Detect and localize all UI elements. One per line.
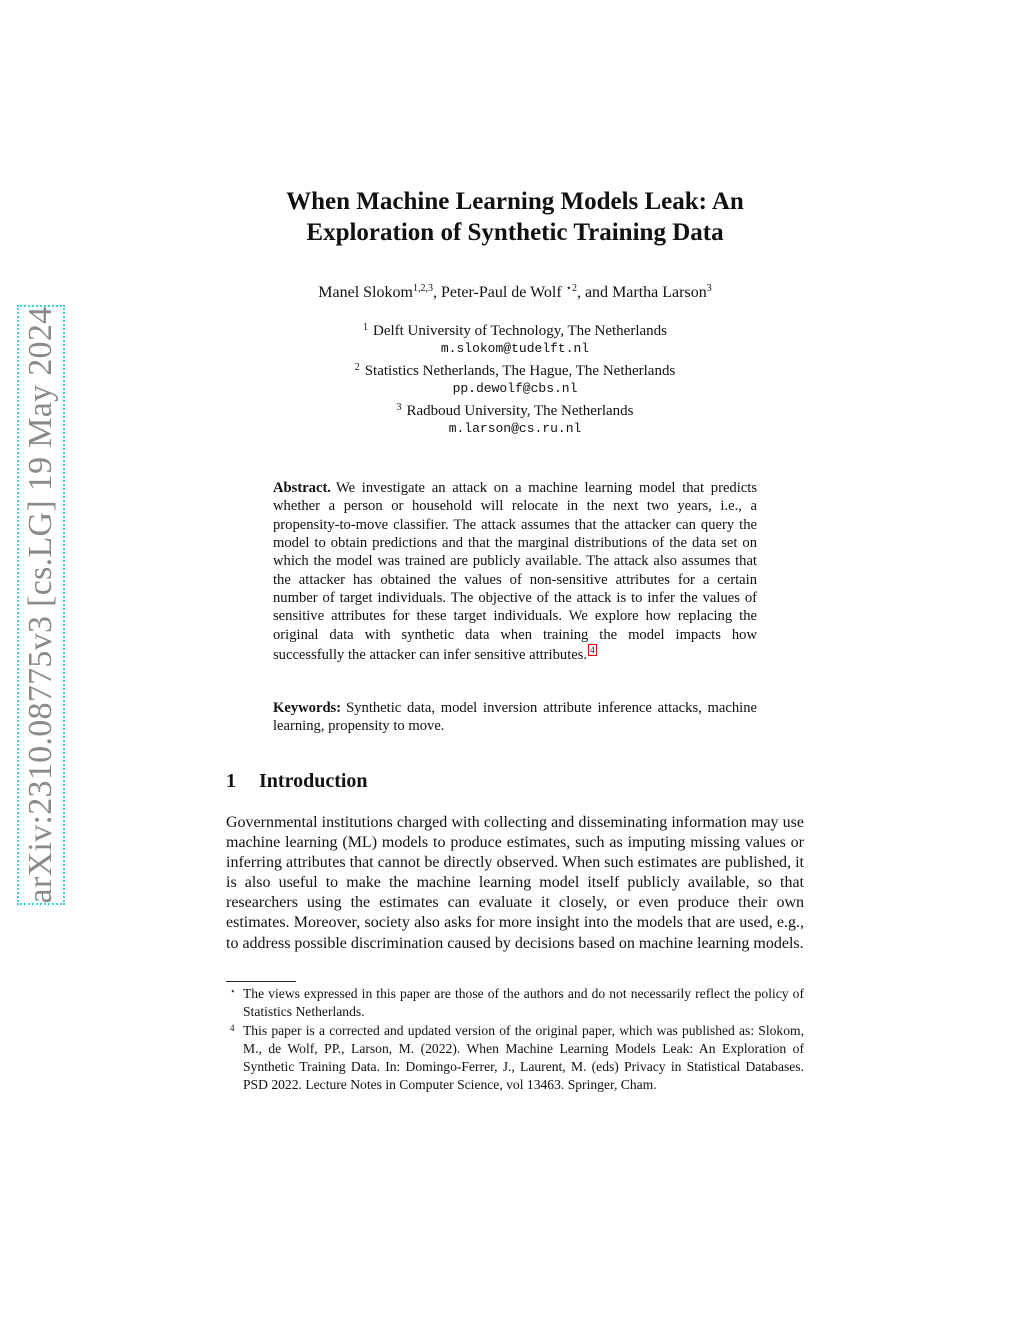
abstract xyxy=(273,479,757,664)
abstract-label: Abstract. xyxy=(273,480,331,496)
footnote-mark: 4 xyxy=(230,1022,235,1033)
affiliation-item xyxy=(200,319,830,340)
footnote-text: The views expressed in this paper are those of the authors and do not necessarily reflect the policy of Statistics Netherlands. xyxy=(243,986,804,1020)
affiliation-item xyxy=(200,359,830,380)
footnote-item xyxy=(226,1022,804,1095)
keywords-label: Keywords: xyxy=(273,700,342,716)
footnote-divider xyxy=(226,981,296,982)
footnote-4-link[interactable]: 4 xyxy=(590,645,595,656)
keywords-text: Synthetic data, model inversion attribute inference attacks, machine learning, propensity to move. xyxy=(273,700,757,735)
footnotes xyxy=(226,985,804,1095)
arxiv-identifier-stamp[interactable] xyxy=(17,305,65,905)
paper-title-line-2: Exploration of Synthetic Training Data xyxy=(306,219,724,246)
affiliation-list xyxy=(200,319,830,438)
abstract-text: We investigate an attack on a machine learning model that predicts whether a person or household will relocate in the next two years, i.e., a propensity-to-move classifier. The attack assumes that the attacker can query the model to obtain predictions and that the marginal distributions of the data set on which the model was trained are publicly available. The attack also assumes that the attacker has obtained the values of non-sensitive attributes for a certain number of target individuals. The objective of the attack is to infer the values of sensitive attributes for these target individuals. We explore how replacing the original data with synthetic data when training the model impacts how successfully the attacker can infer sensitive attributes. xyxy=(273,480,757,664)
author-name: Manel Slokom xyxy=(318,284,413,301)
author-affiliation-marker: 1,2,3 xyxy=(412,283,433,294)
paper-title-line-1: When Machine Learning Models Leak: An xyxy=(286,188,744,215)
affiliation-number: 2 xyxy=(354,361,360,373)
section-title: Introduction xyxy=(259,770,368,792)
author-name: Martha Larson xyxy=(612,284,707,301)
keywords xyxy=(273,699,757,736)
introduction-paragraph: Governmental institutions charged with collecting and disseminating information may use machine learning (ML) models to produce estimates, such as imputing missing values or inferring attributes that cannot be directly observed. When such estimates are published, it is also useful to make the machine learning model itself publicly available, so that researchers using the estimates can evaluate it closely, or even produce their own estimates. Moreover, society also asks for more insight into the models that are used, e.g., to address possible discrimination caused by decisions based on machine learning models. xyxy=(226,814,804,952)
section-number: 1 xyxy=(226,770,236,792)
author-separator: , xyxy=(432,284,441,301)
footnote-text: This paper is a corrected and updated version of the original paper, which was published as: Slokom, M., de Wolf, PP., Larson, M. (2022). When Machine Learning Models Leak: An Exploration of Synthetic Training Data. In: Domingo-Ferrer, J., Laurent, M. (eds) Privacy in Statistical Databases. PSD 2022. Lecture Notes in Computer Science, vol 13463. Springer, Cham. xyxy=(243,1022,804,1093)
author-separator: , and xyxy=(576,284,613,301)
footnote-item xyxy=(226,985,804,1022)
author-affiliation-marker: 3 xyxy=(706,283,712,294)
footnote-mark: ⋆ xyxy=(230,986,236,996)
paper-title xyxy=(200,186,830,248)
author-name: Peter-Paul de Wolf xyxy=(440,284,566,301)
arxiv-identifier-text: arXiv:2310.08775v3 [cs.LG] 19 May 2024 xyxy=(22,306,59,904)
author-affiliation-marker: ⋆2 xyxy=(565,283,577,294)
affiliation-email[interactable]: m.larson@cs.ru.nl xyxy=(448,421,582,437)
affiliation-name: Radboud University, The Netherlands xyxy=(406,402,634,419)
affiliation-number: 1 xyxy=(362,322,368,333)
affiliation-email[interactable]: m.slokom@tudelft.nl xyxy=(440,341,590,357)
affiliation-name: Delft University of Technology, The Netherlands xyxy=(372,323,668,339)
section-heading-introduction xyxy=(226,770,368,793)
affiliation-item xyxy=(200,399,830,420)
affiliation-name: Statistics Netherlands, The Hague, The Netherlands xyxy=(364,362,676,379)
affiliation-email[interactable]: pp.dewolf@cbs.nl xyxy=(452,381,578,397)
affiliation-number: 3 xyxy=(396,401,402,413)
author-list xyxy=(200,283,830,302)
